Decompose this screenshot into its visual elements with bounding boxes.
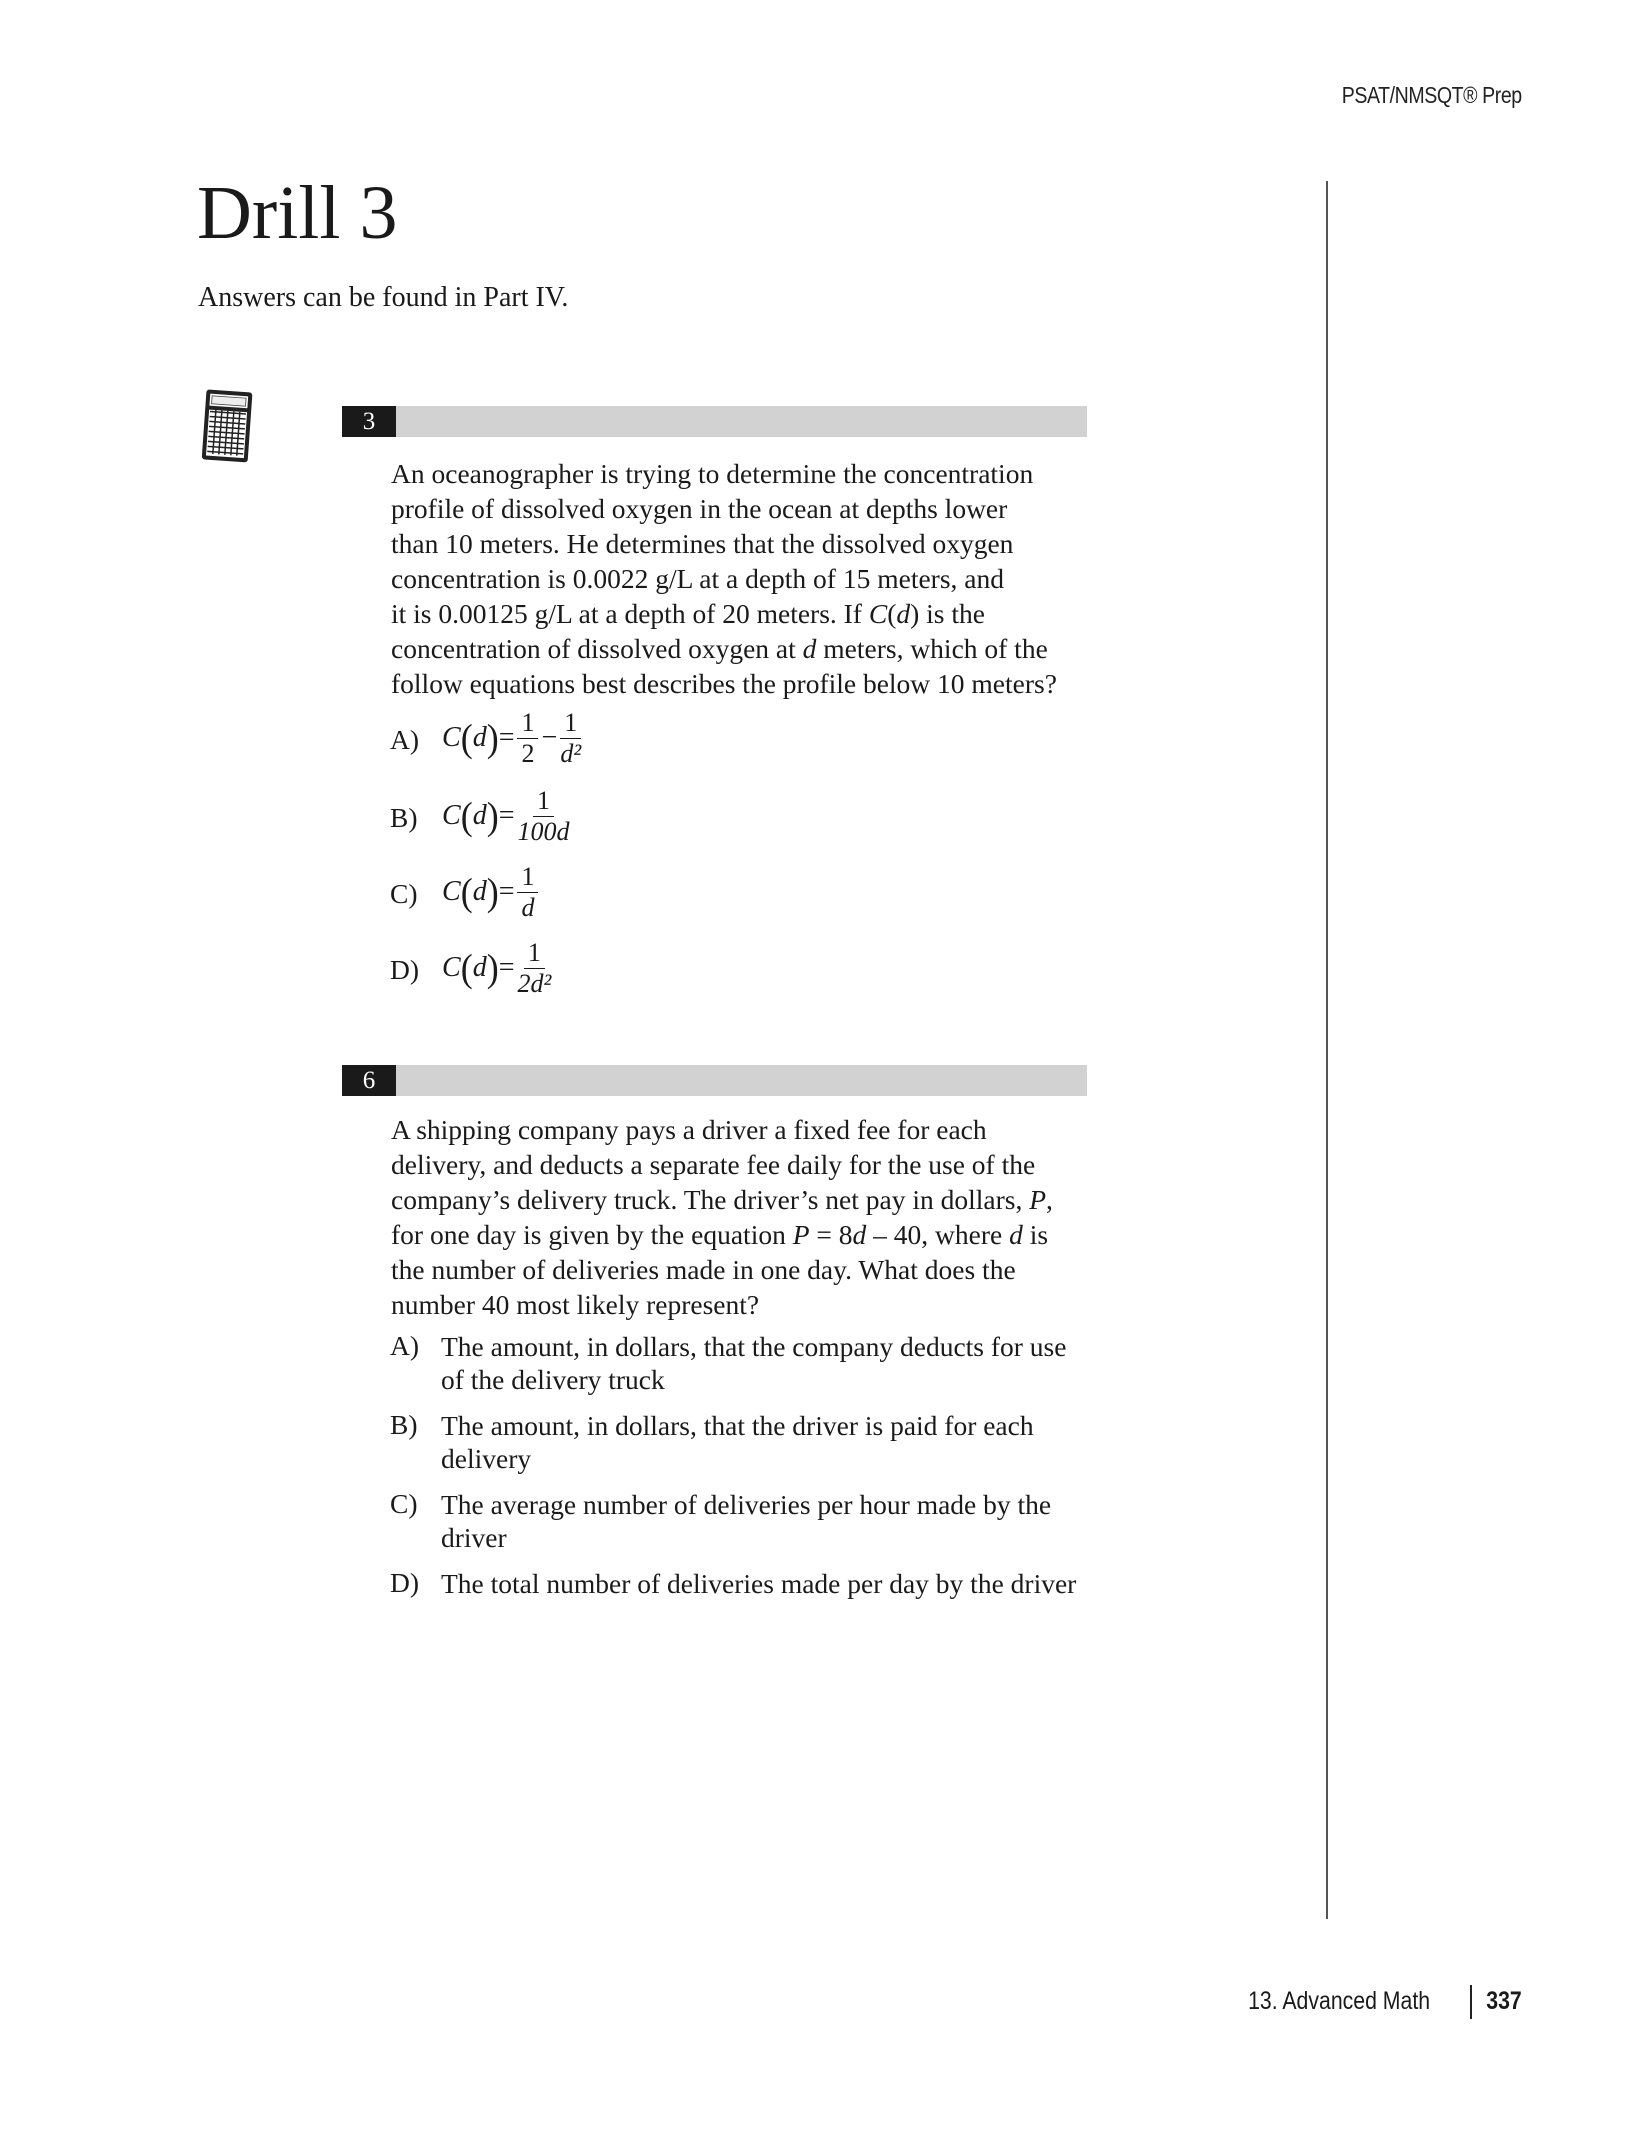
stem-line bbox=[391, 456, 1033, 491]
variable: d bbox=[472, 800, 487, 831]
choice-text: delivery bbox=[441, 1443, 532, 1474]
stem-text: than 10 meters. He determines that the dissolved oxygen bbox=[391, 528, 1014, 559]
choice-label: C) bbox=[390, 1488, 418, 1519]
denominator: 2 bbox=[521, 738, 535, 768]
fraction bbox=[517, 862, 538, 923]
stem-text: it is 0.00125 g/L at a depth of 20 meters. If bbox=[391, 598, 869, 629]
choice-formula bbox=[442, 700, 584, 776]
footer-separator bbox=[1470, 1985, 1472, 2019]
page-subtitle: Answers can be found in Part IV. bbox=[198, 282, 569, 313]
denominator: 100d bbox=[517, 816, 570, 846]
footer-chapter: 13. Advanced Math bbox=[1248, 1987, 1430, 2015]
stem-text: meters, which of the bbox=[816, 633, 1048, 664]
numerator: 1 bbox=[517, 862, 538, 893]
stem-text: for one day is given by the equation bbox=[391, 1219, 793, 1250]
denominator: 2d² bbox=[517, 968, 552, 998]
stem-line bbox=[391, 1147, 1035, 1182]
denominator: d² bbox=[560, 738, 582, 768]
function-name: C bbox=[442, 800, 461, 831]
stem-line bbox=[391, 1287, 759, 1322]
variable: d bbox=[472, 876, 487, 907]
stem-line bbox=[391, 1217, 1048, 1252]
stem-text: d bbox=[1009, 1219, 1023, 1250]
stem-text: number 40 most likely represent? bbox=[391, 1289, 760, 1320]
stem-text: profile of dissolved oxygen in the ocean at depths lower bbox=[391, 493, 1008, 524]
stem-text: ( bbox=[887, 598, 897, 629]
stem-line bbox=[391, 666, 1057, 701]
choice-label: B) bbox=[390, 1409, 418, 1440]
equals-sign: = bbox=[498, 800, 515, 831]
stem-text: A shipping company pays a driver a fixed fee for each bbox=[391, 1114, 987, 1145]
choice-formula bbox=[442, 778, 572, 854]
stem-text: d bbox=[852, 1219, 867, 1250]
paren: ) bbox=[486, 870, 499, 914]
stem-text: d bbox=[802, 633, 817, 664]
choice-text: The amount, in dollars, that the driver is paid for each bbox=[441, 1410, 1034, 1441]
fraction bbox=[517, 786, 569, 847]
calculator-icon bbox=[200, 389, 256, 465]
equals-sign: = bbox=[498, 722, 515, 753]
stem-text: ) is the bbox=[910, 598, 985, 629]
numerator: 1 bbox=[560, 708, 581, 739]
stem-text: d bbox=[896, 598, 911, 629]
page-number: 337 bbox=[1486, 1987, 1522, 2015]
stem-line bbox=[391, 526, 1013, 561]
stem-text: P bbox=[792, 1219, 810, 1250]
paren: ( bbox=[460, 794, 473, 838]
fraction bbox=[517, 708, 538, 769]
paren: ( bbox=[460, 716, 473, 760]
choice-text: The total number of deliveries made per day by the driver bbox=[441, 1568, 1077, 1599]
variable: d bbox=[472, 952, 487, 983]
choice-text: driver bbox=[441, 1522, 507, 1553]
stem-line bbox=[391, 491, 1007, 526]
stem-line bbox=[391, 1182, 1053, 1217]
paren: ) bbox=[486, 716, 499, 760]
stem-text: , bbox=[1046, 1184, 1053, 1215]
equals-sign: = bbox=[498, 876, 515, 907]
stem-text: C bbox=[868, 598, 888, 629]
paren: ) bbox=[486, 946, 499, 990]
stem-line bbox=[391, 596, 985, 631]
stem-text: concentration of dissolved oxygen at bbox=[391, 633, 803, 664]
choice-text: of the delivery truck bbox=[441, 1364, 665, 1395]
stem-line bbox=[391, 1112, 987, 1147]
running-head: PSAT/NMSQT® Prep bbox=[1342, 82, 1522, 108]
margin-divider bbox=[1326, 181, 1328, 1919]
choice-label: C) bbox=[390, 878, 418, 909]
stem-text: delivery, and deducts a separate fee daily for the use of the bbox=[391, 1149, 1036, 1180]
fraction bbox=[517, 938, 551, 999]
page-title: Drill 3 bbox=[197, 171, 398, 255]
paren: ) bbox=[486, 794, 499, 838]
function-name: C bbox=[442, 722, 461, 753]
operator: − bbox=[541, 722, 558, 753]
choice-label: D) bbox=[390, 1567, 420, 1598]
choice-label: A) bbox=[390, 724, 420, 755]
stem-line bbox=[391, 631, 1048, 666]
stem-text: P bbox=[1029, 1184, 1047, 1215]
fraction bbox=[560, 708, 581, 769]
stem-text: the number of deliveries made in one day. What does the bbox=[391, 1254, 1016, 1285]
question-number: 6 bbox=[342, 1065, 396, 1096]
function-name: C bbox=[442, 876, 461, 907]
numerator: 1 bbox=[533, 786, 554, 817]
stem-text: concentration is 0.0022 g/L at a depth of 15 meters, and bbox=[391, 563, 1004, 594]
stem-text: company’s delivery truck. The driver’s net pay in dollars, bbox=[391, 1184, 1030, 1215]
numerator: 1 bbox=[517, 708, 538, 739]
choice-label: B) bbox=[390, 802, 418, 833]
choice-text: The amount, in dollars, that the company deducts for use bbox=[441, 1331, 1067, 1362]
question-3-header-bar bbox=[342, 406, 1087, 437]
numerator: 1 bbox=[524, 938, 545, 969]
denominator: d bbox=[521, 892, 535, 922]
question-number: 3 bbox=[342, 406, 396, 437]
choice-formula bbox=[442, 854, 541, 930]
variable: d bbox=[472, 722, 487, 753]
function-name: C bbox=[442, 952, 461, 983]
question-6-header-bar bbox=[342, 1065, 1087, 1096]
stem-text: – 40, where bbox=[866, 1219, 1010, 1250]
choice-label: A) bbox=[390, 1330, 420, 1361]
stem-text: is bbox=[1022, 1219, 1049, 1250]
paren: ( bbox=[460, 946, 473, 990]
stem-line bbox=[391, 561, 1004, 596]
stem-text: An oceanographer is trying to determine the concentration bbox=[391, 458, 1034, 489]
paren: ( bbox=[460, 870, 473, 914]
stem-text: = 8 bbox=[809, 1219, 853, 1250]
stem-line bbox=[391, 1252, 1016, 1287]
stem-text: follow equations best describes the profile below 10 meters? bbox=[391, 668, 1057, 699]
choice-text: The average number of deliveries per hour made by the bbox=[441, 1489, 1052, 1520]
equals-sign: = bbox=[498, 952, 515, 983]
choice-formula bbox=[442, 930, 554, 1006]
choice-label: D) bbox=[390, 954, 420, 985]
